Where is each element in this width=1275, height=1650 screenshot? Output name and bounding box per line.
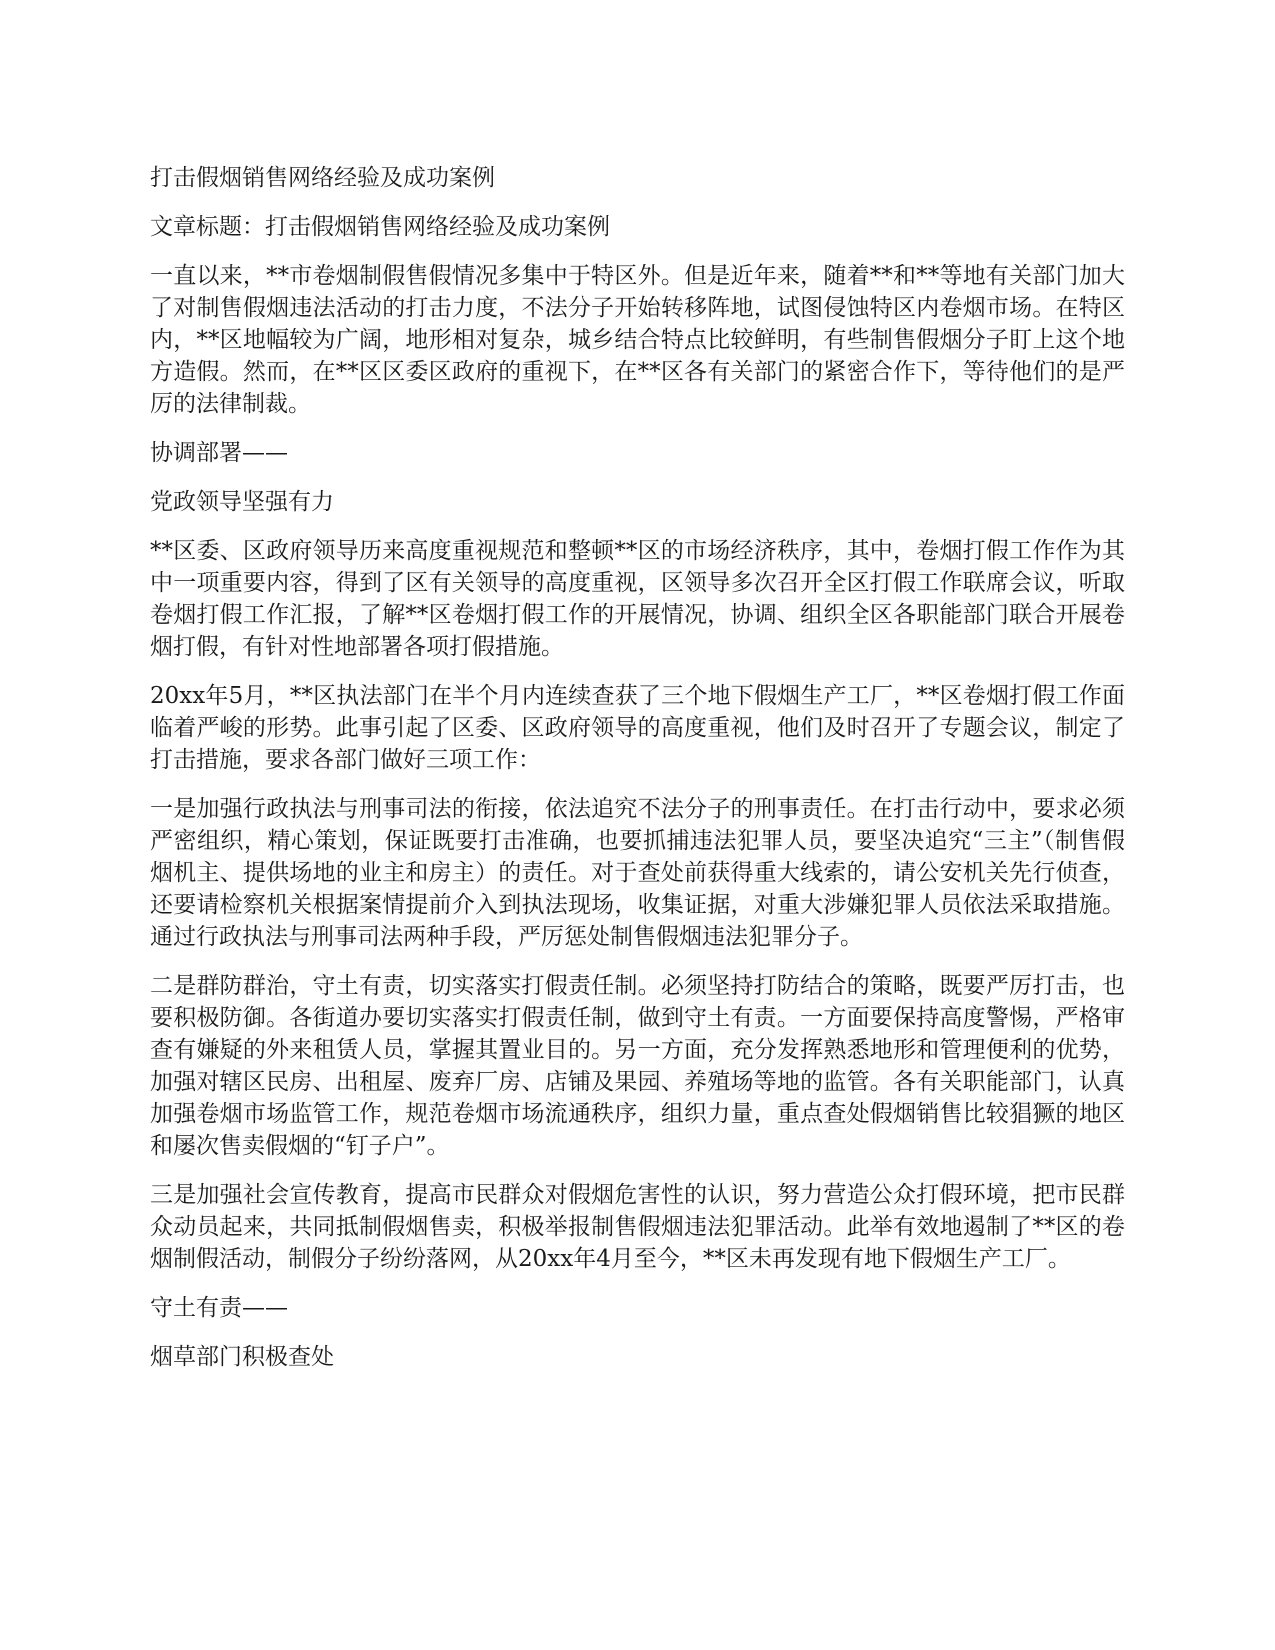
paragraph-task-three: 三是加强社会宣传教育，提高市民群众对假烟危害性的认识，努力营造公众打假环境，把市民群众动员起来，共同抵制假烟售卖，积极举报制售假烟违法犯罪活动。此举有效地遏制了**区的卷烟制假活动，制假分子纷纷落网，从20xx年4月至今，**区未再发现有地下假烟生产工厂。: [150, 1182, 1125, 1272]
paragraph-may-events: 20xx年5月，**区执法部门在半个月内连续查获了三个地下假烟生产工厂，**区卷烟打假工作面临着严峻的形势。此事引起了区委、区政府领导的高度重视，他们及时召开了专题会议，制定了打击措施，要求各部门做好三项工作：: [150, 683, 1125, 773]
section-subheading-tobacco-dept: 烟草部门积极查处: [150, 1344, 334, 1370]
paragraph-intro: 一直以来，**市卷烟制假售假情况多集中于特区外。但是近年来，随着**和**等地有关部门加大了对制售假烟违法活动的打击力度，不法分子开始转移阵地，试图侵蚀特区内卷烟市场。在特区内，**区地幅较为广阔，地形相对复杂，城乡结合特点比较鲜明，有些制售假烟分子盯上这个地方造假。然而，在**区区委区政府的重视下，在**区各有关部门的紧密合作下，等待他们的是严厉的法律制裁。: [150, 263, 1125, 417]
section-heading-coordination: 协调部署——: [150, 440, 288, 466]
section-heading-responsibility: 守土有责——: [150, 1295, 288, 1321]
section-subheading-leadership: 党政领导坚强有力: [150, 489, 334, 515]
paragraph-task-one: 一是加强行政执法与刑事司法的衔接，依法追究不法分子的刑事责任。在打击行动中，要求必须严密组织，精心策划，保证既要打击准确，也要抓捕违法犯罪人员，要坚决追究“三主”（制售假烟机主、提供场地的业主和房主）的责任。对于查处前获得重大线索的，请公安机关先行侦查，还要请检察机关根据案情提前介入到执法现场，收集证据，对重大涉嫌犯罪人员依法采取措施。通过行政执法与刑事司法两种手段，严厉惩处制售假烟违法犯罪分子。: [150, 796, 1125, 950]
document-title: 打击假烟销售网络经验及成功案例: [150, 165, 495, 191]
paragraph-leadership: **区委、区政府领导历来高度重视规范和整顿**区的市场经济秩序，其中，卷烟打假工作作为其中一项重要内容，得到了区有关领导的高度重视，区领导多次召开全区打假工作联席会议，听取卷烟打假工作汇报，了解**区卷烟打假工作的开展情况，协调、组织全区各职能部门联合开展卷烟打假，有针对性地部署各项打假措施。: [150, 538, 1125, 660]
paragraph-task-two: 二是群防群治，守土有责，切实落实打假责任制。必须坚持打防结合的策略，既要严厉打击，也要积极防御。各街道办要切实落实打假责任制，做到守土有责。一方面要保持高度警惕，严格审查有嫌疑的外来租赁人员，掌握其置业目的。另一方面，充分发挥熟悉地形和管理便利的优势，加强对辖区民房、出租屋、废弃厂房、店铺及果园、养殖场等地的监管。各有关职能部门，认真加强卷烟市场监管工作，规范卷烟市场流通秩序，组织力量，重点查处假烟销售比较猖獗的地区和屡次售卖假烟的“钉子户”。: [150, 973, 1125, 1159]
article-title: 文章标题：打击假烟销售网络经验及成功案例: [150, 214, 610, 240]
